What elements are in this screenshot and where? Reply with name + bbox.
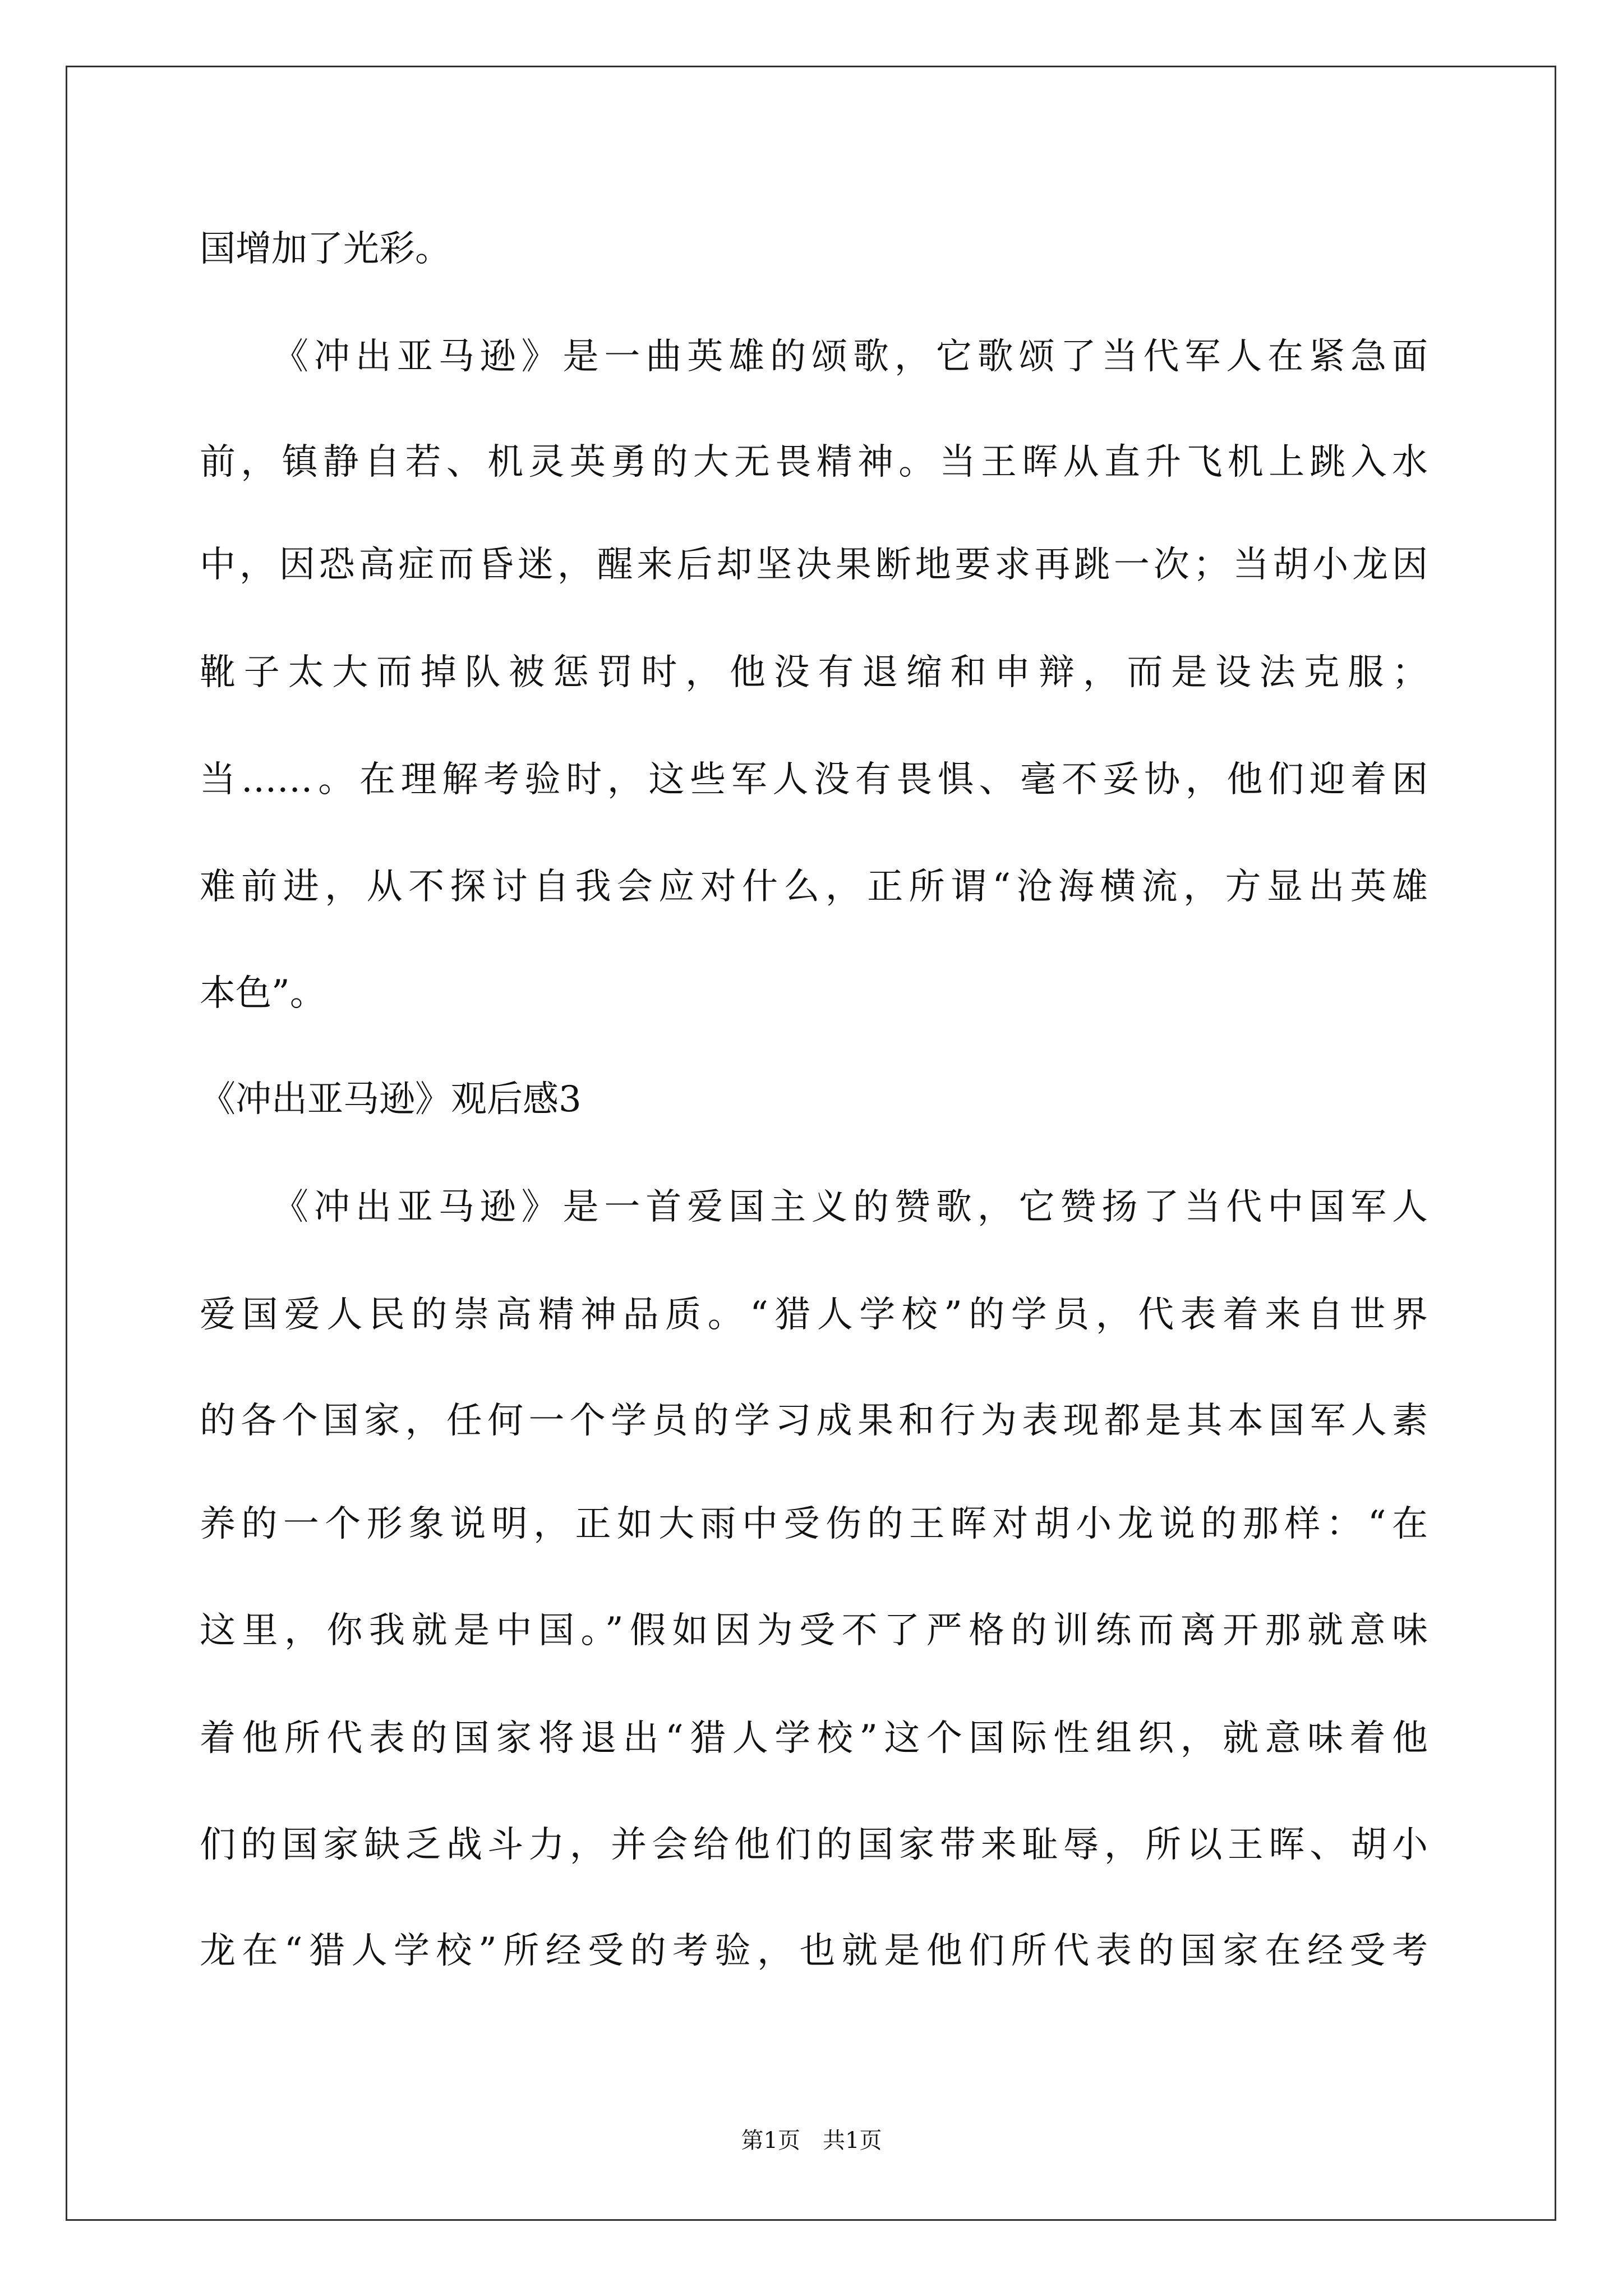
- paragraph-line: 的各个国家，任何一个学员的学习成果和行为表现都是其本国军人素: [200, 1400, 1428, 1442]
- paragraph-line: 靴子太大而掉队被惩罚时，他没有退缩和申辩，而是设法克服；: [200, 652, 1428, 693]
- paragraph-line: 本色”。: [200, 973, 326, 1014]
- paragraph-line: 中，因恐高症而昏迷，醒来后却坚决果断地要求再跳一次；当胡小龙因: [200, 544, 1428, 586]
- paragraph-line: 《冲出亚马逊》是一首爱国主义的赞歌，它赞扬了当代中国军人: [273, 1186, 1428, 1228]
- paragraph-line: 着他所代表的国家将退出“猎人学校”这个国际性组织，就意味着他: [200, 1718, 1428, 1759]
- paragraph-line: 这里，你我就是中国。”假如因为受不了严格的训练而离开那就意味: [200, 1610, 1428, 1651]
- section-heading: 《冲出亚马逊》观后感3: [200, 1079, 582, 1120]
- paragraph-line: 《冲出亚马逊》是一曲英雄的颂歌，它歌颂了当代军人在紧急面: [273, 336, 1428, 378]
- page-number-footer: 第1页 共1页: [741, 2128, 882, 2154]
- paragraph-line: 龙在“猎人学校”所经受的考验，也就是他们所代表的国家在经受考: [200, 1930, 1428, 1972]
- paragraph-line: 难前进，从不探讨自我会应对什么，正所谓“沧海横流，方显出英雄: [200, 866, 1428, 908]
- paragraph-line: 爱国爱人民的崇高精神品质。“猎人学校”的学员，代表着来自世界: [200, 1294, 1428, 1336]
- paragraph-line: 当……。在理解考验时，这些军人没有畏惧、毫不妥协，他们迎着困: [200, 759, 1428, 800]
- page-border: [66, 66, 1556, 2221]
- paragraph-line: 养的一个形象说明，正如大雨中受伤的王晖对胡小龙说的那样：“在: [200, 1503, 1428, 1545]
- paragraph-line: 前，镇静自若、机灵英勇的大无畏精神。当王晖从直升飞机上跳入水: [200, 441, 1428, 483]
- paragraph-line: 们的国家缺乏战斗力，并会给他们的国家带来耻辱，所以王晖、胡小: [200, 1824, 1428, 1866]
- paragraph-line: 国增加了光彩。: [200, 228, 451, 270]
